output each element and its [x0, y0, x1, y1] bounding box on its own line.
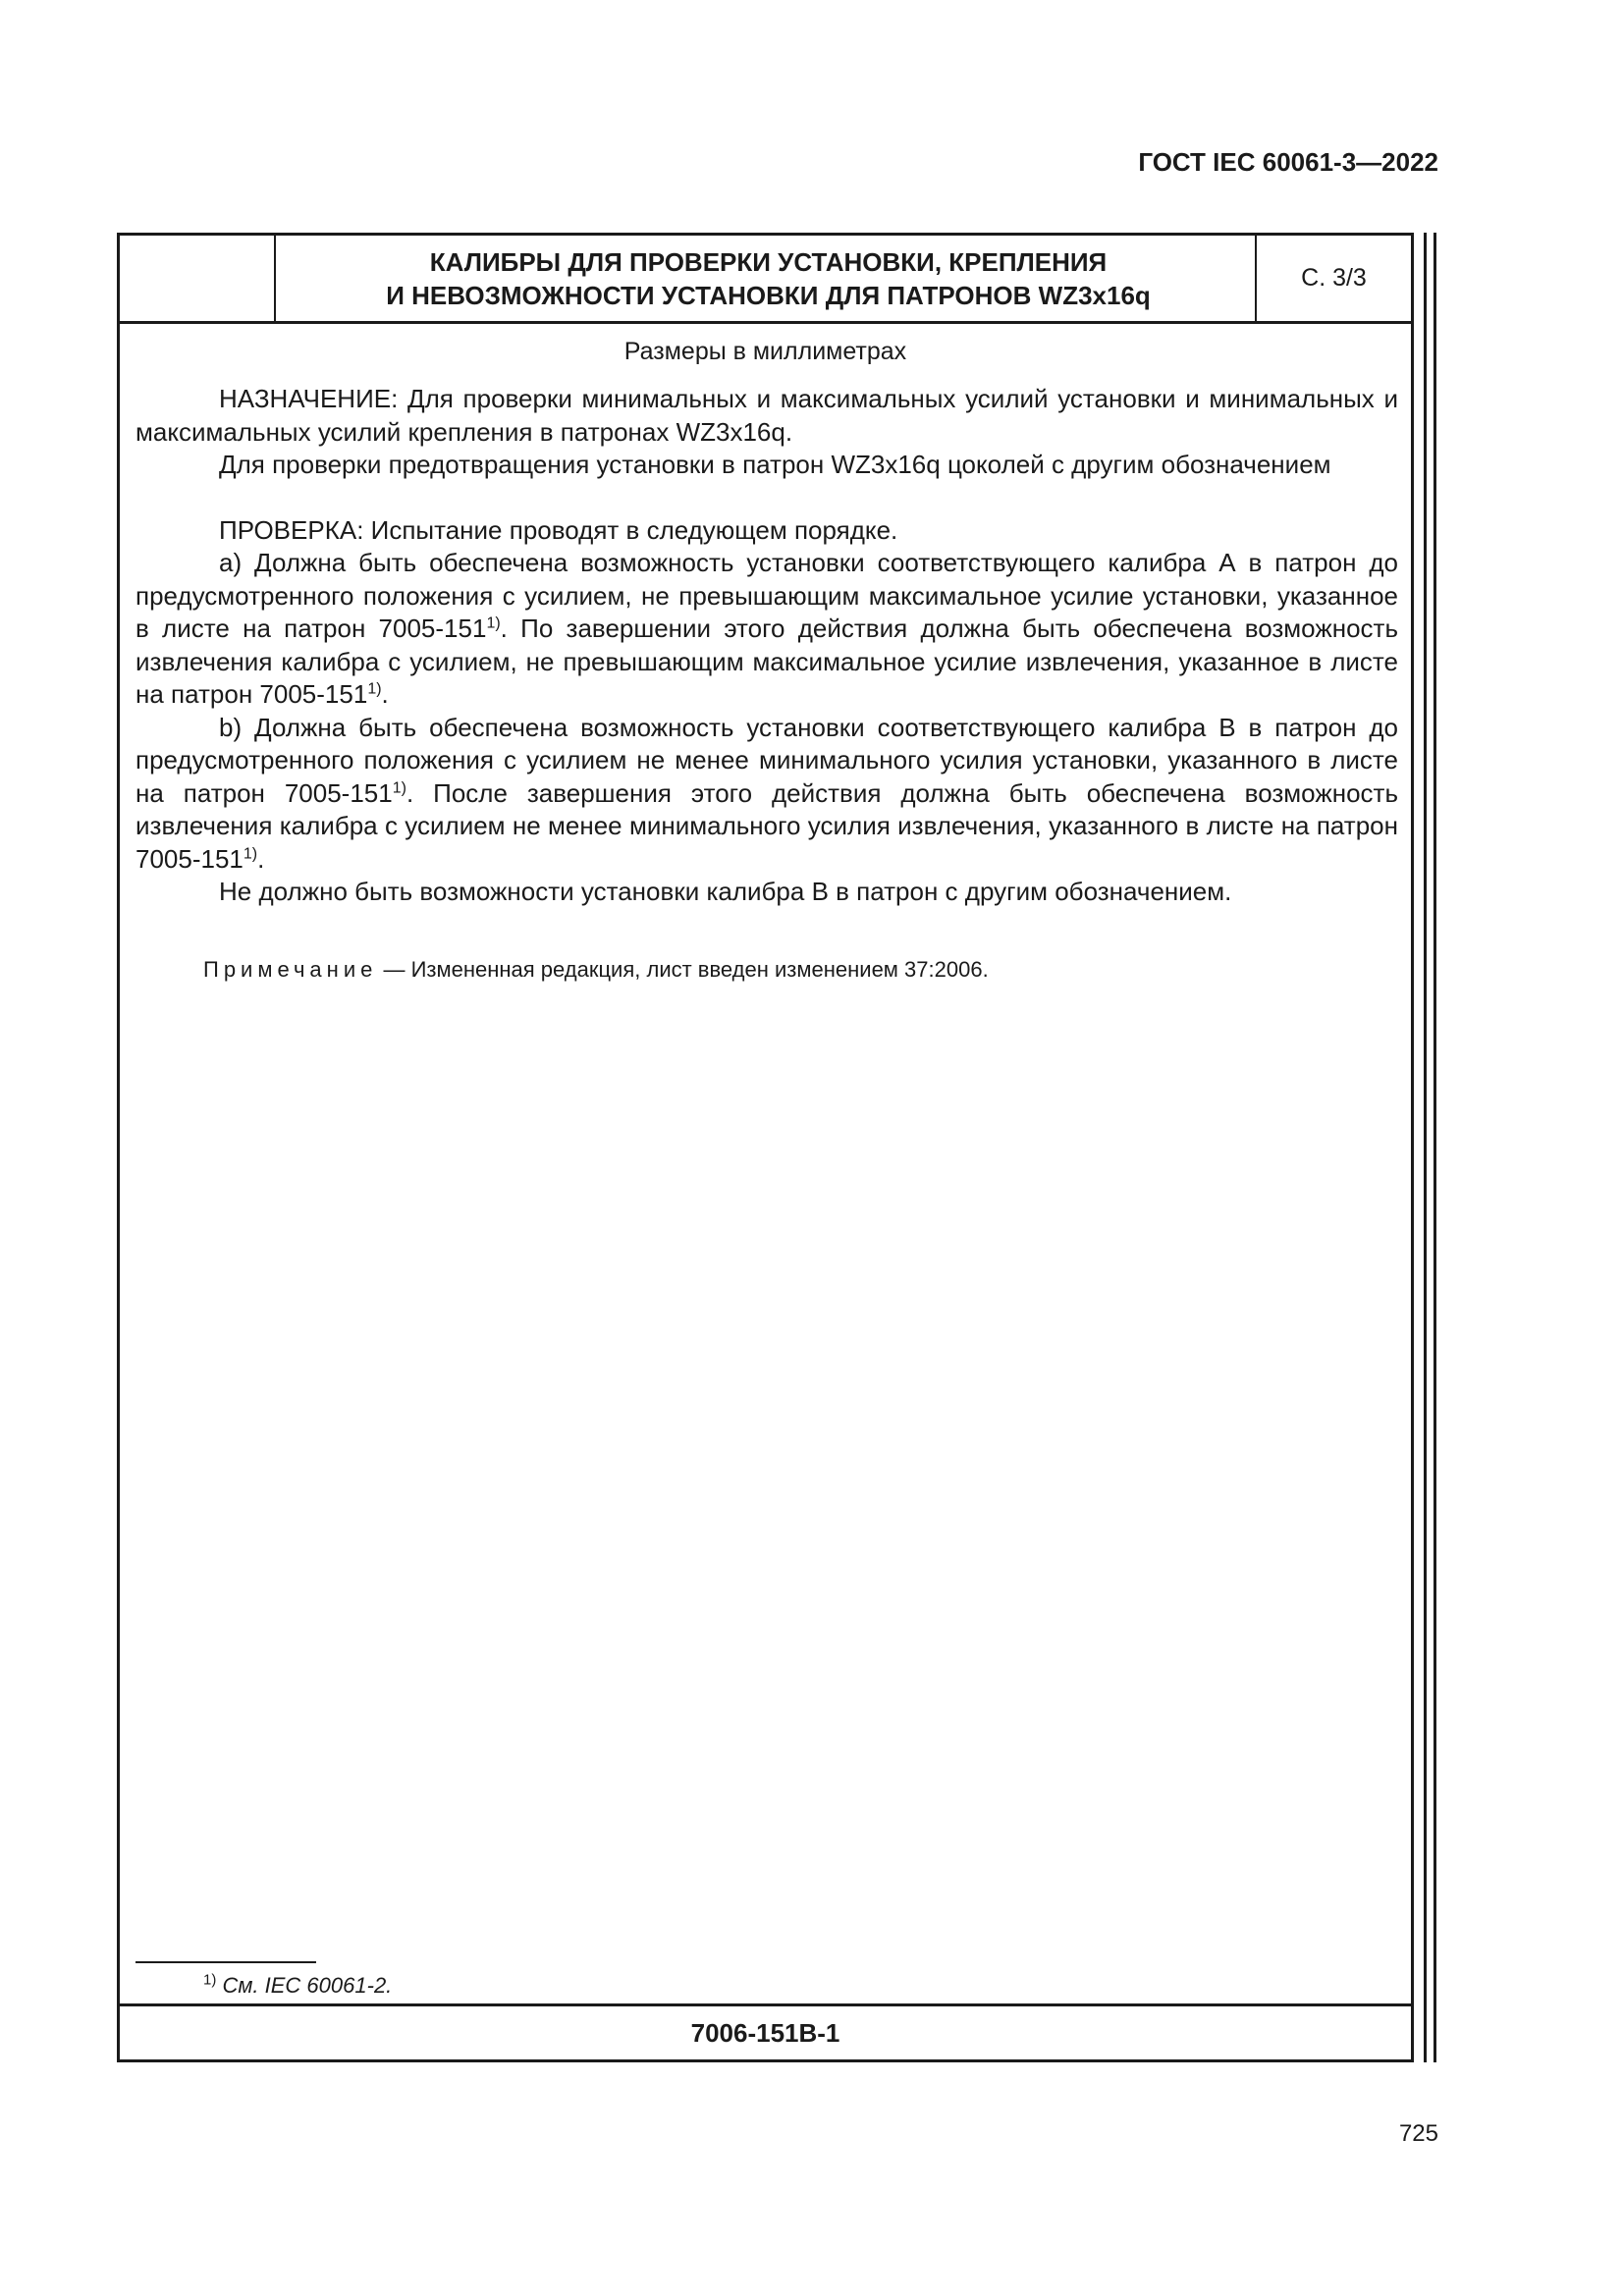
units-note: Размеры в миллиметрах: [623, 338, 907, 365]
footnote-ref: 1): [367, 680, 382, 698]
note: [203, 957, 989, 983]
margin-rule: [1424, 233, 1427, 2062]
header-blank-cell: [120, 236, 276, 321]
sheet-title-line-1: КАЛИБРЫ ДЛЯ ПРОВЕРКИ УСТАНОВКИ, КРЕПЛЕНИЯ: [429, 246, 1108, 277]
body-text: [135, 383, 1398, 909]
check-intro: ПРОВЕРКА: Испытание проводят в следующем порядке.: [219, 514, 898, 545]
check-item-b-text-1: b) Должна быть обеспечена возможность установки соответствующего калибра В в патрон до предусмотренного положения с усилием не менее минимального усилия установки, указанного в листе на патрон 7005-151: [135, 712, 1398, 808]
sheet-frame: [117, 233, 1414, 2062]
check-item-b: [135, 712, 1398, 877]
footnote-mark: 1): [203, 1971, 217, 1989]
check-item-a-text-2: . По завершении этого действия должна быть обеспечена возможность извлечения калибра с усилием, не превышающим максимальное усилие извлечения, указанное в листе на патрон 7005-151: [135, 614, 1399, 709]
footnote-ref: 1): [243, 844, 258, 862]
check-item-a-text-3: .: [381, 679, 389, 709]
sheet-number-cell: С. 3/3: [1255, 236, 1411, 321]
purpose-paragraph-2: Для проверки предотвращения установки в патрон WZ3x16q цоколей с другим обозначением: [219, 450, 1331, 479]
footnote-text: См. IEC 60061-2.: [216, 1973, 393, 1998]
footnote-separator: [135, 1961, 316, 1963]
check-item-b-text-2: . После завершения этого действия должна быть обеспечена возможность извлечения калибра с усилием не менее минимального усилия извлечения, указанного в листе на патрон 7005-151: [135, 777, 1398, 874]
footnote-ref: 1): [392, 778, 406, 796]
footnote: [203, 1973, 392, 1999]
sheet-title-line-2: И НЕВОЗМОЖНОСТИ УСТАНОВКИ ДЛЯ ПАТРОНОВ WZ3x16q: [386, 280, 1151, 310]
note-label: Примечание: [203, 957, 378, 982]
footnote-ref: 1): [486, 614, 501, 632]
document-code: ГОСТ IEC 60061-3—2022: [1138, 147, 1438, 177]
check-item-a: [135, 547, 1398, 712]
check-item-a-text-1: a) Должна быть обеспечена возможность установки соответствующего калибра А в патрон до предусмотренного положения с усилием, не превышающим максимальное усилие установки, указанное в листе на патрон 7005-151: [135, 548, 1398, 643]
purpose-paragraph: НАЗНАЧЕНИЕ: Для проверки минимальных и максимальных усилий установки и минимальных и максимальных усилий крепления в патронах WZ3x16q.: [135, 384, 1398, 447]
note-text: — Измененная редакция, лист введен изменением 37:2006.: [377, 957, 989, 982]
check-final: Не должно быть возможности установки калибра В в патрон с другим обозначением.: [219, 877, 1232, 906]
margin-rule: [1434, 233, 1436, 2062]
sheet-title: [276, 236, 1261, 321]
sheet-code: 7006-151B-1: [120, 2003, 1411, 2059]
check-item-b-text-3: .: [257, 843, 265, 874]
page-number: 725: [1398, 2120, 1438, 2147]
header-row: [120, 236, 1411, 324]
